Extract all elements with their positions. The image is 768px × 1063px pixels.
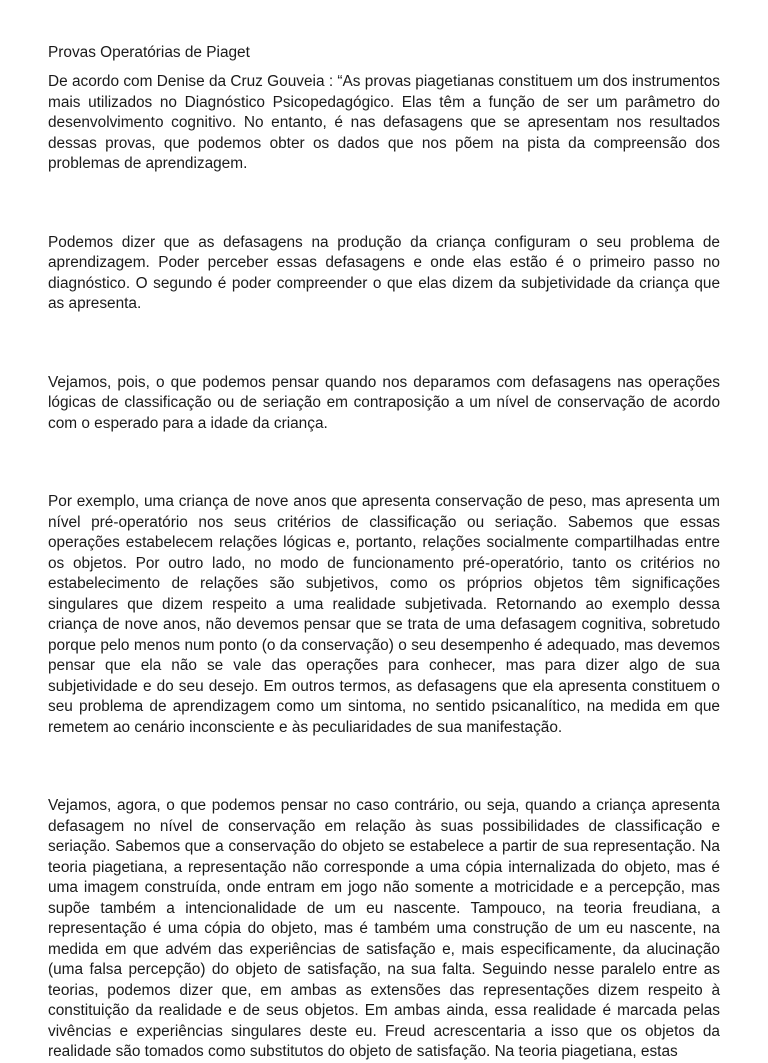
paragraph-1: De acordo com Denise da Cruz Gouveia : “As provas piagetianas constituem um dos instrumentos mais utilizados no Diagnóstico Psicopedagógico. Elas têm a função de ser um parâmetro do desenvolvimento cognitivo. No entanto, é nas defasagens que se apresentam nos resultados dessas provas, que podemos obter os dados que nos põem na pista da compreensão dos problemas de aprendizagem. [48, 73, 720, 172]
paragraph-2: Podemos dizer que as defasagens na produção da criança configuram o seu problema de aprendizagem. Poder perceber essas defasagens e onde elas estão é o primeiro passo no diagnóstico. O segundo é poder compreender o que elas dizem da subjetividade da criança que as apresenta. [48, 233, 720, 312]
document-title: Provas Operatórias de Piaget [48, 44, 250, 61]
paragraph-5: Vejamos, agora, o que podemos pensar no caso contrário, ou seja, quando a criança apresenta defasagem no nível de conservação em relação às suas possibilidades de classificação e seriação. Sabemos que a conservação do objeto se estabelece a partir de sua representação. Na teoria piagetiana, a representação não corresponde a uma cópia internalizada do objeto, mas é uma imagem construída, onde entram em jogo não somente a motricidade e a percepção, mas supõe também a intencionalidade de um eu nascente. Tampouco, na teoria freudiana, a representação é uma cópia do objeto, mas é também uma construção de um eu nascente, na medida em que advém das experiências de satisfação e, mais especificamente, da alucinação (uma falsa percepção) do objeto de satisfação, na sua falta. Seguindo nesse paralelo entre as teorias, podemos dizer que, em ambas as extensões das representações dizem respeito à constituição da realidade e de seus objetos. Em ambas ainda, essa realidade é marcada pelas vivências e experiências singulares deste eu. Freud acrescentaria a isso que os objetos da realidade são tomados como substitutos do objeto de satisfação. Na teoria piagetiana, estas [48, 797, 720, 1060]
paragraph-3: Vejamos, pois, o que podemos pensar quando nos deparamos com defasagens nas operações lógicas de classificação ou de seriação em contraposição a um nível de conservação de acordo com o esperado para a idade da criança. [48, 373, 720, 432]
paragraph-spacer [48, 434, 720, 492]
paragraph-spacer [48, 315, 720, 373]
paragraph-spacer [48, 738, 720, 796]
paragraph-4: Por exemplo, uma criança de nove anos que apresenta conservação de peso, mas apresenta um nível pré-operatório nos seus critérios de classificação ou seriação. Sabemos que essas operações estabelecem relações lógicas e, portanto, relações socialmente compartilhadas entre os objetos. Por outro lado, no modo de funcionamento pré-operatório, tanto os critérios no estabelecimento de relações são subjetivos, como os próprios objetos têm significações singulares que dizem respeito a uma realidade subjetivada. Retornando ao exemplo dessa criança de nove anos, não devemos pensar que se trata de uma defasagem cognitiva, sobretudo porque pelo menos num ponto (o da conservação) o seu desempenho é adequado, mas devemos pensar que ela não se vale das operações para conhecer, mas para dizer algo de sua subjetividade e do seu desejo. Em outros termos, as defasagens que ela apresenta constituem o seu problema de aprendizagem como um sintoma, no sentido psicanalítico, na medida em que remetem ao cenário inconsciente e às peculiaridades de sua manifestação. [48, 493, 720, 736]
paragraph-spacer [48, 175, 720, 233]
